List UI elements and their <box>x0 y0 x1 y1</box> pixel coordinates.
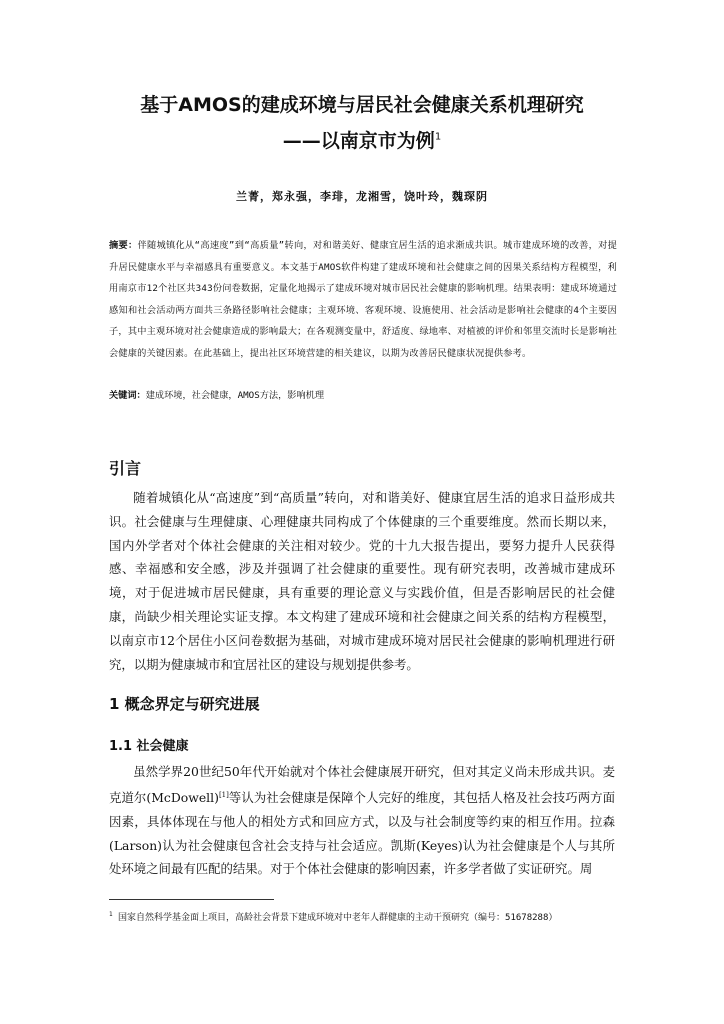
section-1-1-paragraph <box>109 760 615 881</box>
section-1-1-heading: 1.1 社会健康 <box>109 739 189 754</box>
abstract <box>109 235 617 364</box>
footnote <box>109 907 609 926</box>
footnote-number: 1 <box>109 911 113 918</box>
keywords <box>109 387 617 401</box>
intro-text: 随着城镇化从“高速度”到“高质量”转向，对和谐美好、健康宜居生活的追求日益形成共识。社会健康与生理健康、心理健康共同构成了个体健康的三个重要维度。然而长期以来，国内外学者对个体社会健康的关注相对较少。党的十九大报告提出，要努力提升人民获得感、幸福感和安全感，涉及并强调了社会健康的重要性。现有研究表明，改善城市建成环境，对于促进城市居民健康，具有重要的理论意义与实践价值，但是否影响居民的社会健康，尚缺少相关理论实证支撑。本文构建了建成环境和社会健康之间关系的结构方程模型，以南京市12个居住小区问卷数据为基础，对城市建成环境对居民社会健康的影响机理进行研究，以期为健康城市和宜居社区的建设与规划提供参考。 <box>109 490 615 672</box>
citation-ref: [1] <box>218 790 229 799</box>
intro-paragraph <box>109 486 615 676</box>
keywords-text: 建成环境，社会健康，AMOS方法，影响机理 <box>145 390 325 401</box>
subtitle-text: ——以南京市为例 <box>282 130 435 152</box>
intro-heading: 引言 <box>109 459 142 478</box>
section-1-1-text-part1: 虽然学界20世纪50年代开始就对个体社会健康展开研究，但对其定义尚未形成共识。麦克道尔(McDowell) <box>109 764 615 805</box>
paper-subtitle <box>60 126 664 153</box>
author-list: 兰菁，郑永强，李琲，龙湘雪，饶叶玲，魏琛阴 <box>236 190 488 203</box>
abstract-text: 伴随城镇化从“高速度”到“高质量”转向，对和谐美好、健康宜居生活的追求渐成共识。城市建成环境的改善，对提升居民健康水平与幸福感具有重要意义。本文基于AMOS软件构建了建成环境和社会健康之间的因果关系结构方程模型，利用南京市12个社区共343份问卷数据，定量化地揭示了建成环境对城市居民社会健康的影响机理。结果表明：建成环境通过感知和社会活动两方面共三条路径影响社会健康；主观环境、客观环境、设施使用、社会活动是影响社会健康的4个主要因子，其中主观环境对社会健康造成的影响最大；在各观测变量中，舒适度、绿地率、对植被的评价和邻里交流时长是影响社会健康的关键因素。在此基础上，提出社区环境营建的相关建议，以期为改善居民健康状况提供参考。 <box>109 240 617 359</box>
footnote-divider <box>109 899 274 900</box>
abstract-label: 摘要： <box>109 240 138 251</box>
footnote-text: 国家自然科学基金面上项目，高龄社会背景下建成环境对中老年人群健康的主动干预研究（编号：51678288） <box>118 913 558 923</box>
section-1-1-text-part2: 等认为社会健康是保障个人完好的维度，其包括人格及社会技巧两方面因素，具体体现在与他人的相处方式和回应方式，以及与社会制度等约束的相互作用。拉森(Larson)认为社会健康包含社会支持与社会适应。凯斯(Keyes)认为社会健康是个人与其所处环境之间最有匹配的结果。对于个体社会健康的影响因素，许多学者做了实证研究。周 <box>109 789 616 877</box>
keywords-label: 关键词： <box>109 390 146 401</box>
footnote-marker: 1 <box>434 131 442 143</box>
section-1-heading: 1 概念界定与研究进展 <box>109 695 260 713</box>
paper-title: 基于AMOS的建成环境与居民社会健康关系机理研究 <box>140 94 584 116</box>
